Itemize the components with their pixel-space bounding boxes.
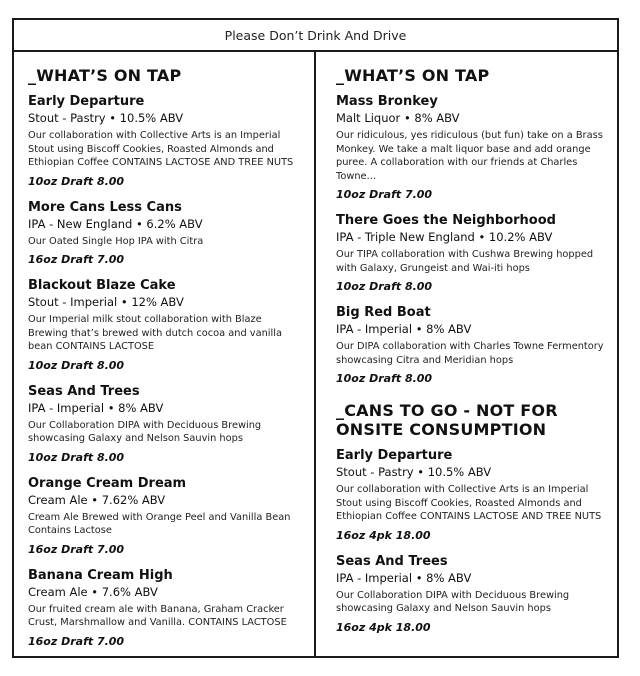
beer-style: Stout - Imperial • 12% ABV (28, 295, 184, 309)
beer-price: 10oz Draft 8.00 (28, 174, 125, 188)
beer-price: 16oz Draft 7.00 (28, 634, 125, 648)
menu-item (336, 94, 605, 202)
beer-description: Our Oated Single Hop IPA with Citra (28, 235, 204, 247)
menu-item (336, 554, 605, 635)
cans-section-heading: _CANS TO GO - NOT FOR ONSITE CONSUMPTION (336, 401, 558, 439)
menu-item (336, 448, 605, 543)
beer-description: Our Collaboration DIPA with Deciduous Brewing showcasing Galaxy and Nelson Sauvin hops (28, 419, 262, 444)
menu-item (28, 278, 302, 373)
beer-price: 16oz 4pk 18.00 (336, 620, 431, 634)
beer-price: 10oz Draft 8.00 (28, 358, 125, 372)
beer-name: Early Departure (336, 448, 453, 463)
beer-style: IPA - New England • 6.2% ABV (28, 216, 203, 231)
beer-description: Our TIPA collaboration with Cushwa Brewing hopped with Galaxy, Grungeist and Wai-iti hops (336, 249, 594, 274)
beer-name: Blackout Blaze Cake (28, 278, 176, 293)
menu-item (336, 305, 605, 386)
beer-price: 10oz Draft 8.00 (336, 372, 433, 385)
section-heading: _WHAT’S ON TAP (28, 66, 182, 85)
beer-style: Malt Liquor • 8% ABV (336, 111, 460, 125)
beer-description: Our Collaboration DIPA with Deciduous Brewing showcasing Galaxy and Nelson Sauvin hops (336, 589, 570, 614)
beer-style: Stout - Pastry • 10.5% ABV (336, 465, 492, 479)
beer-name: Banana Cream High (28, 567, 173, 583)
beer-style: Stout - Pastry • 10.5% ABV (28, 111, 184, 125)
beer-style: IPA - Triple New England • 10.2% ABV (336, 230, 553, 244)
left-column (14, 52, 316, 656)
beer-price: 10oz Draft 8.00 (28, 450, 125, 464)
beer-price: 16oz 4pk 18.00 (336, 528, 431, 542)
beer-price: 16oz Draft 7.00 (28, 253, 125, 266)
beer-name: There Goes the Neighborhood (336, 213, 556, 228)
beer-price: 10oz Draft 8.00 (336, 280, 433, 293)
beer-style: Cream Ale • 7.62% ABV (28, 492, 166, 507)
menu-item (28, 200, 302, 268)
beer-price: 10oz Draft 7.00 (336, 188, 433, 201)
beer-description: Our fruited cream ale with Banana, Graham Cracker Crust, Marshmallow and Vanilla. CONTAINS LACTOSE (28, 603, 287, 628)
menu-item (28, 384, 302, 465)
menu-columns (14, 52, 617, 656)
section-heading: _WHAT’S ON TAP (336, 66, 490, 85)
beer-description: Our Imperial milk stout collaboration with Blaze Brewing that’s brewed with dutch cocoa and vanilla bean CONTAINS LACTOSE (28, 314, 282, 352)
beer-name: Mass Bronkey (336, 94, 438, 109)
right-column (316, 52, 617, 656)
beer-description: Our collaboration with Collective Arts is an Imperial Stout using Biscoff Cookies, Roasted Almonds and Ethiopian Coffee CONTAINS LACTOSE AND TREE NUTS (28, 130, 294, 168)
beer-description: Our collaboration with Collective Arts is an Imperial Stout using Biscoff Cookies, Roasted Almonds and Ethiopian Coffee CONTAINS LACTOSE AND TREE NUTS (336, 484, 602, 522)
beer-description: Our ridiculous, yes ridiculous (but fun) take on a Brass Monkey. We take a malt liquor base and add orange puree. A collaboration with our friends at Charles Towne… (336, 130, 603, 182)
beer-name: Seas And Trees (28, 383, 140, 399)
beer-description: Our DIPA collaboration with Charles Towne Fermentory showcasing Citra and Meridian hops (336, 341, 604, 366)
menu-board (12, 18, 619, 658)
beer-name: Early Departure (28, 94, 145, 109)
beer-price: 16oz Draft 7.00 (28, 542, 125, 556)
menu-item (28, 94, 302, 189)
beer-style: IPA - Imperial • 8% ABV (28, 400, 164, 415)
beer-style: IPA - Imperial • 8% ABV (336, 570, 472, 585)
beer-style: Cream Ale • 7.6% ABV (28, 584, 158, 599)
beer-name: Seas And Trees (336, 553, 448, 569)
beer-name: Orange Cream Dream (28, 475, 187, 491)
beer-name: More Cans Less Cans (28, 199, 182, 215)
beer-style: IPA - Imperial • 8% ABV (336, 322, 472, 336)
menu-item (28, 476, 302, 557)
menu-item (28, 568, 302, 649)
menu-item (336, 213, 605, 294)
beer-description: Cream Ale Brewed with Orange Peel and Vanilla Bean Contains Lactose (28, 511, 291, 536)
banner: Please Don’t Drink And Drive (14, 20, 617, 52)
beer-name: Big Red Boat (336, 305, 431, 320)
